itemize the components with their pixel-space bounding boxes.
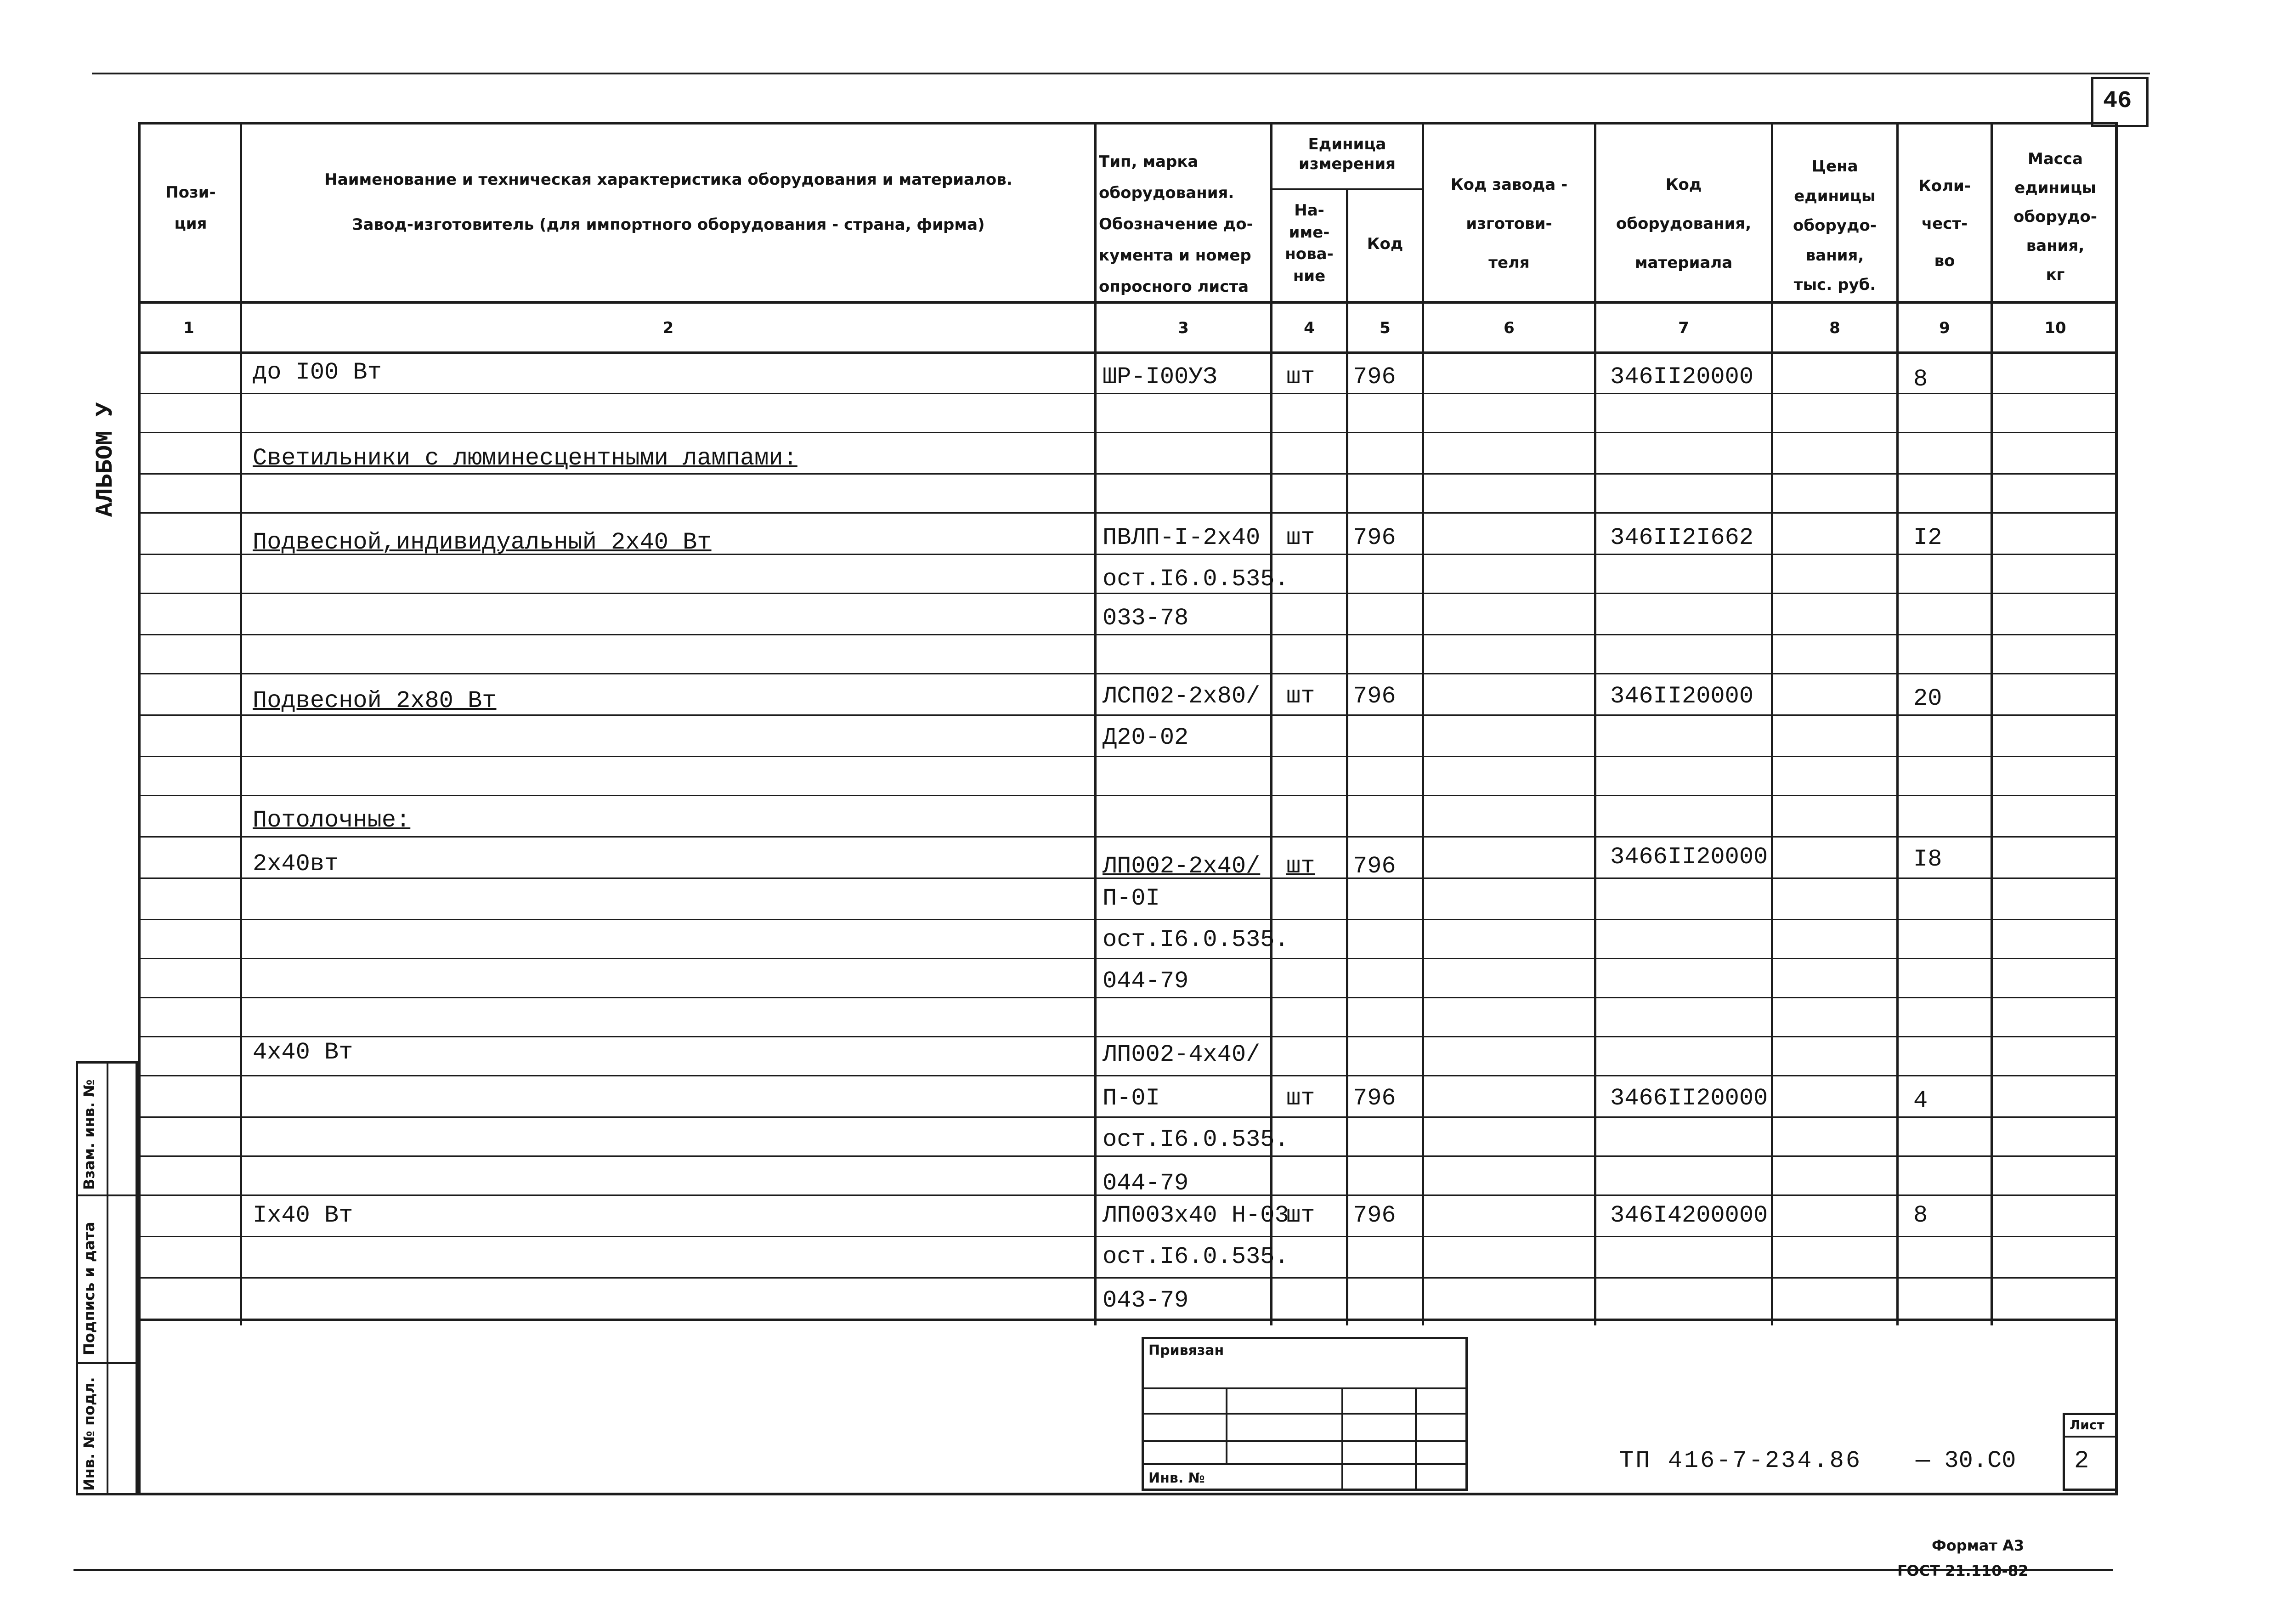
album-label: АЛЬБОМ У	[92, 402, 119, 517]
header-unit-group: Единица измерения	[1299, 135, 1396, 173]
vline-7	[1771, 122, 1773, 1325]
row7-unit: шт	[1286, 1085, 1315, 1112]
row3-quantity: I2	[1913, 524, 1942, 551]
row1-quantity: 8	[1913, 366, 1928, 393]
row4-material-code: 346II20000	[1610, 683, 1754, 710]
row7-type-3: ост.I6.0.535.	[1103, 1126, 1289, 1153]
side-stamp-hline	[76, 1194, 138, 1196]
row7-quantity: 4	[1913, 1087, 1928, 1114]
row4-unit: шт	[1286, 683, 1315, 710]
row1-unit: шт	[1286, 363, 1315, 391]
row6-unit-code: 796	[1353, 853, 1396, 880]
row-line	[138, 593, 2118, 594]
row3-material-code: 346II2I662	[1610, 524, 1754, 551]
row8-material-code: 346I4200000	[1610, 1202, 1768, 1229]
header-name-line2: Завод-изготовитель (для импортного оборудования - страна, фирма)	[352, 215, 985, 234]
page-number: 46	[2103, 87, 2132, 114]
header-mass: Масса единицы оборудо- вания, кг	[2013, 150, 2097, 284]
row7-name: 4х40 Вт	[253, 1039, 353, 1066]
row4-quantity: 20	[1913, 685, 1942, 712]
row-line	[138, 919, 2118, 920]
row6-type-1: ЛП002-2х40/	[1103, 853, 1261, 880]
stamp-vline	[1226, 1387, 1227, 1463]
row3-type-3: 033-78	[1103, 605, 1189, 632]
row1-name: до I00 Вт	[253, 359, 382, 386]
row4-unit-code: 796	[1353, 683, 1396, 710]
side-label-vzam: Взам. инв. №	[80, 1079, 98, 1190]
row6-material-code: 3466II20000	[1610, 843, 1768, 871]
row7-material-code: 3466II20000	[1610, 1085, 1768, 1112]
row6-type-2: П-0I	[1103, 885, 1160, 912]
header-name-line1: Наименование и техническая характеристика оборудования и материалов.	[324, 170, 1012, 189]
row-line	[138, 1075, 2118, 1076]
row7-type-2: П-0I	[1103, 1085, 1160, 1112]
vline-8	[1896, 122, 1899, 1325]
vline-1	[240, 122, 242, 1325]
format-label: Формат А3	[1932, 1537, 2025, 1554]
bottom-rule	[74, 1569, 2113, 1571]
sheet-divider	[2063, 1436, 2118, 1438]
header-unit-code: Код	[1367, 235, 1403, 253]
doc-code: ТП 416-7-234.86	[1619, 1447, 1862, 1474]
vline-9	[1991, 122, 1993, 1325]
row5-name: Потолочные:	[253, 807, 411, 834]
row-line	[138, 1236, 2118, 1237]
vline-2	[1094, 122, 1097, 1325]
row-line	[138, 795, 2118, 796]
stamp-line	[1142, 1413, 1468, 1415]
row6-unit: шт	[1286, 853, 1315, 880]
row-line	[138, 673, 2118, 674]
side-stamp-hline	[76, 1362, 138, 1364]
sheet-number: 2	[2074, 1447, 2089, 1475]
inv-no-label: Инв. №	[1148, 1470, 1205, 1486]
row-line	[138, 714, 2118, 716]
colnum-6: 6	[1504, 319, 1515, 337]
row-line	[138, 756, 2118, 757]
row-line	[138, 1277, 2118, 1279]
row1-unit-code: 796	[1353, 363, 1396, 391]
row4-name: Подвесной 2х80 Вт	[253, 687, 497, 714]
header-position: Пози- ция	[165, 183, 216, 233]
row-line	[138, 958, 2118, 959]
header-factory-code: Код завода - изготови- теля	[1450, 175, 1568, 272]
privyazan-label: Привязан	[1148, 1342, 1224, 1359]
colnum-3: 3	[1178, 319, 1189, 337]
row3-name: Подвесной,индивидуальный 2х40 Вт	[253, 529, 712, 556]
row8-quantity: 8	[1913, 1202, 1928, 1229]
row8-unit-code: 796	[1353, 1202, 1396, 1229]
row-line	[138, 1036, 2118, 1037]
header-type: Тип, марка оборудования. Обозначение до- кумента и номер опросного листа	[1099, 153, 1253, 296]
row-line	[138, 1155, 2118, 1157]
stamp-line	[1142, 1387, 1468, 1389]
row8-type-2: ост.I6.0.535.	[1103, 1243, 1289, 1270]
row8-type-1: ЛП003х40 Н-03	[1103, 1202, 1289, 1229]
row-line	[138, 512, 2118, 514]
colnum-8: 8	[1829, 319, 1840, 337]
header-quantity: Коли- чест- во	[1918, 177, 1971, 271]
colnum-2: 2	[662, 319, 674, 337]
stamp-line	[1142, 1440, 1468, 1442]
vline-5	[1422, 122, 1424, 1325]
row7-type-1: ЛП002-4х40/	[1103, 1041, 1261, 1068]
row8-name: Iх40 Вт	[253, 1202, 353, 1229]
table-bottom-line	[138, 1319, 2118, 1321]
row-line	[138, 393, 2118, 394]
colnum-10: 10	[2044, 319, 2066, 337]
row4-type-1: ЛСП02-2х80/	[1103, 683, 1261, 710]
side-stamp-vline	[107, 1061, 108, 1495]
row3-unit-code: 796	[1353, 524, 1396, 551]
colnum-1: 1	[183, 319, 194, 337]
stamp-line	[1142, 1463, 1468, 1465]
row2-name: Светильники с люминесцентными лампами:	[253, 445, 797, 472]
row1-type: ШР-I00УЗ	[1103, 363, 1217, 391]
colnum-9: 9	[1939, 319, 1950, 337]
row4-type-2: Д20-02	[1103, 724, 1189, 751]
row-line	[138, 997, 2118, 998]
colnum-4: 4	[1304, 319, 1315, 337]
side-label-podpis: Подпись и дата	[80, 1222, 98, 1355]
header-price: Цена единицы оборудо- вания, тыс. руб.	[1793, 157, 1877, 294]
row-line	[138, 836, 2118, 838]
colnum-5: 5	[1380, 319, 1391, 337]
vline-6	[1594, 122, 1596, 1325]
gost-label: ГОСТ 21.110-82	[1897, 1562, 2029, 1579]
row6-type-4: 044-79	[1103, 968, 1189, 995]
stamp-vline	[1415, 1387, 1417, 1491]
colnum-7: 7	[1678, 319, 1689, 337]
row6-name: 2х40вт	[253, 850, 339, 877]
row-line	[138, 432, 2118, 433]
stamp-vline	[1341, 1387, 1343, 1491]
sheet-label: Лист	[2070, 1417, 2104, 1432]
row7-type-4: 044-79	[1103, 1170, 1189, 1197]
row3-unit: шт	[1286, 524, 1315, 551]
row6-type-3: ост.I6.0.535.	[1103, 926, 1289, 953]
row-line	[138, 634, 2118, 635]
row-line	[138, 473, 2118, 475]
row3-type-2: ост.I6.0.535.	[1103, 566, 1289, 593]
row8-type-3: 043-79	[1103, 1287, 1189, 1314]
row-line	[138, 1116, 2118, 1118]
doc-suffix: — 30.С0	[1916, 1447, 2016, 1474]
header-unit-name: На- име- нова- ние	[1285, 201, 1334, 285]
header-material-code: Код оборудования, материала	[1616, 175, 1752, 272]
colnum-bottom-line	[138, 351, 2118, 354]
row6-quantity: I8	[1913, 846, 1942, 873]
row7-unit-code: 796	[1353, 1085, 1396, 1112]
row3-type-1: ПВЛП-I-2х40	[1103, 524, 1261, 551]
row8-unit: шт	[1286, 1202, 1315, 1229]
top-rule	[92, 73, 2150, 74]
side-label-inv-podl: Инв. № подл.	[80, 1377, 98, 1491]
row1-material-code: 346II20000	[1610, 363, 1754, 391]
